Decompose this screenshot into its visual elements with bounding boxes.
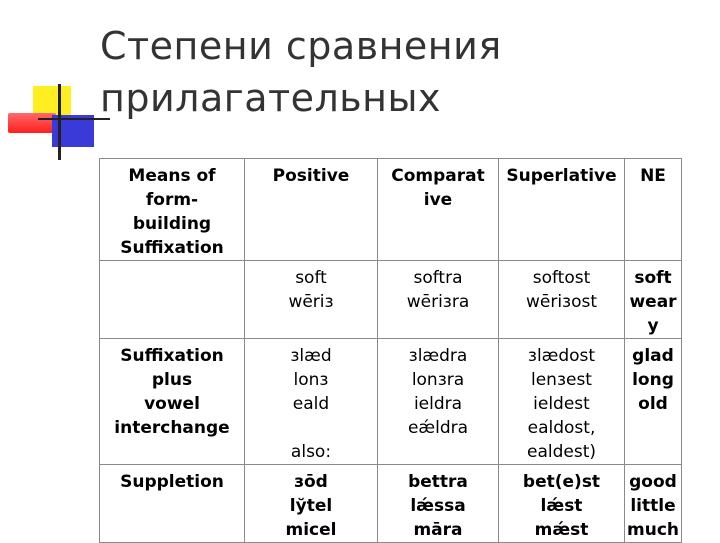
cell-word: vowel [144, 394, 200, 414]
cell-word: also: [290, 442, 332, 462]
cell-word: old [638, 394, 668, 414]
header-means [100, 159, 245, 261]
cell-word: lўtel [289, 496, 333, 516]
cell-ne [625, 339, 682, 465]
table-row [100, 465, 682, 543]
cell-ne [625, 465, 682, 543]
cell-positive [245, 261, 378, 339]
cell-word: eald [292, 394, 330, 414]
cell-ne [625, 261, 682, 339]
header-ne [625, 159, 682, 261]
decor-vertical-line [58, 84, 61, 160]
header-means-line: form- [145, 190, 199, 210]
cell-word: зōd [294, 472, 328, 492]
cell-word: ealdost, [527, 418, 596, 438]
cell-word: ieldra [413, 394, 463, 414]
header-superlative [499, 159, 625, 261]
cell-word: ieldest [533, 394, 590, 414]
degrees-of-comparison-table [99, 158, 682, 543]
cell-positive [245, 339, 378, 465]
cell-superlative [499, 261, 625, 339]
cell-word: good [629, 472, 677, 492]
cell-word: soft [634, 268, 672, 288]
slide-title [100, 20, 502, 124]
header-comparative-line: ive [423, 190, 453, 210]
header-comparative-line: Comparat [391, 166, 485, 186]
cell-word: softost [532, 268, 591, 288]
cell-means-empty [100, 261, 245, 339]
cell-word: wēriз [288, 292, 334, 312]
header-positive [245, 159, 378, 261]
cell-means [100, 465, 245, 543]
slide-title-line-2: прилагательных [100, 76, 442, 120]
cell-word: lonзra [411, 370, 465, 390]
cell-means: Suffixation [120, 238, 224, 258]
cell-word: ealdest) [526, 442, 596, 462]
cell-word: Suffixation [120, 346, 224, 366]
cell-word: wear [629, 292, 677, 312]
table-row [100, 339, 682, 465]
cell-word: interchange [114, 418, 230, 438]
cell-word: plus [151, 370, 193, 390]
cell-means [100, 339, 245, 465]
cell-comparative [378, 465, 499, 543]
header-superlative-text: Superlative [506, 166, 617, 186]
header-positive-text: Positive [272, 166, 350, 186]
cell-word: little [630, 496, 676, 516]
slide-title-line-1: Степени сравнения [100, 24, 502, 68]
cell-superlative [499, 465, 625, 543]
cell-word: māra [413, 520, 463, 540]
table-row [100, 261, 682, 339]
cell-word: Suppletion [120, 472, 224, 492]
cell-word: bettra [408, 472, 468, 492]
cell-word: softra [413, 268, 463, 288]
cell-comparative [378, 261, 499, 339]
cell-word: lonз [293, 370, 329, 390]
header-ne-text: NE [640, 166, 666, 186]
cell-word: lenзest [531, 370, 592, 390]
cell-word: y [647, 316, 659, 336]
cell-word: wēriзra [406, 292, 470, 312]
cell-word: mǽst [534, 520, 589, 540]
cell-word: much [627, 520, 679, 540]
cell-word: зlæd [290, 346, 332, 366]
cell-superlative [499, 339, 625, 465]
header-means-line: building [132, 214, 212, 234]
cell-word: bet(e)st [522, 472, 601, 492]
cell-word: long [632, 370, 674, 390]
cell-word: зlædost [527, 346, 596, 366]
decor-red-bar [8, 113, 56, 133]
cell-word: зlædra [408, 346, 468, 366]
cell-word: wēriзost [525, 292, 598, 312]
cell-word: micel [285, 520, 337, 540]
cell-positive [245, 465, 378, 543]
cell-spacer [247, 416, 375, 440]
header-comparative [378, 159, 499, 261]
cell-word: glad [632, 346, 674, 366]
cell-word: lǽssa [410, 496, 466, 516]
cell-word: soft [295, 268, 327, 288]
table-header-row [100, 159, 682, 261]
cell-word: eǽldra [407, 418, 469, 438]
header-means-line: Means of [128, 166, 216, 186]
cell-comparative [378, 339, 499, 465]
cell-word: lǽst [540, 496, 583, 516]
